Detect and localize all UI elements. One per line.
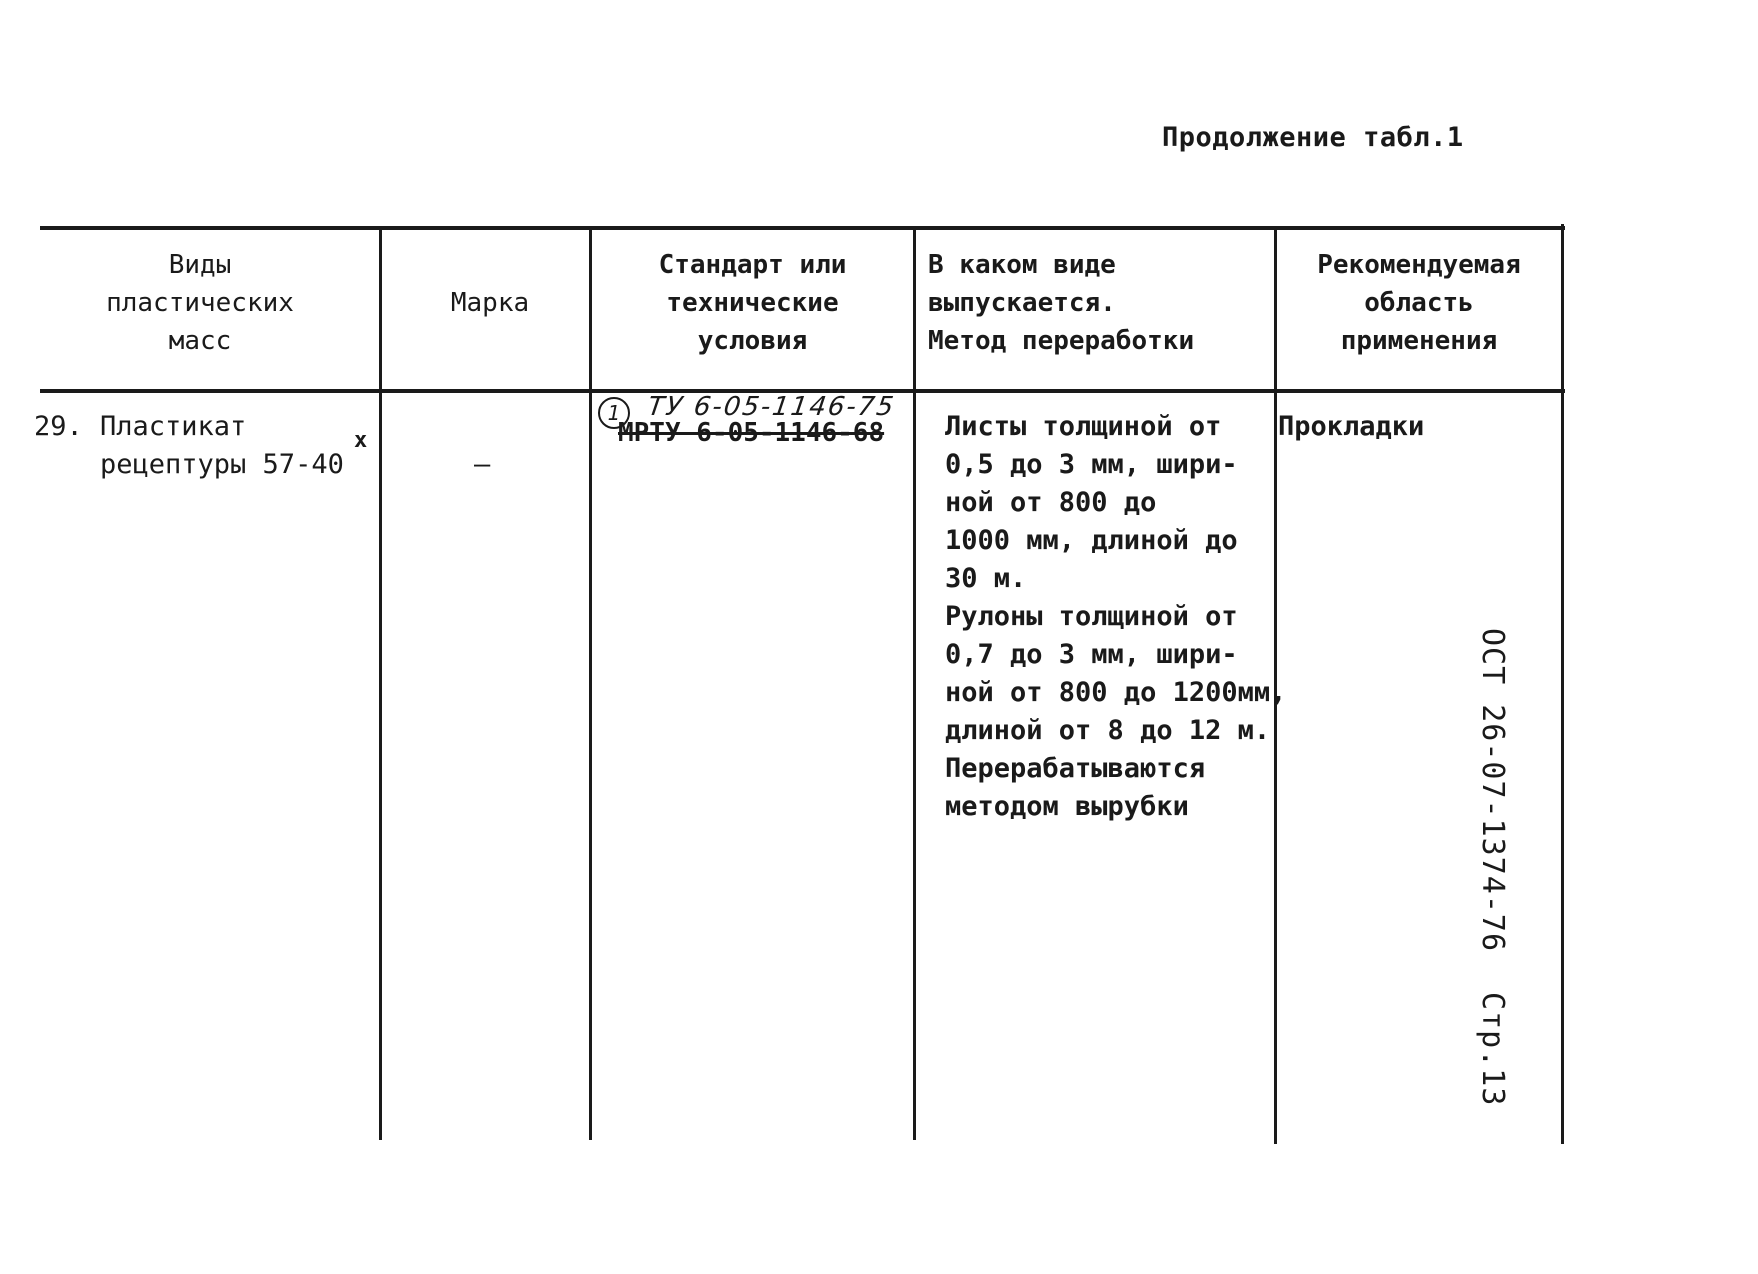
side-doc-code [1475, 628, 1510, 1106]
change-number-circle: 1 [598, 397, 630, 429]
page-number: Стр.13 [1475, 992, 1510, 1107]
doc-code: ОСТ 26-07-1374-76 [1475, 628, 1510, 953]
plastic-name: Пластикат рецептуры 57-40 [100, 411, 344, 480]
form-and-method: Листы толщиной от 0,5 до 3 мм, шири- ной от 800 до 1000 мм, длиной до 30 м. Рулоны толщиной от 0,7 до 3 мм, шири- ной от 800 до 1200мм, длиной от 8 до 12 м. Перерабатываются методом вырубки [945, 411, 1287, 822]
header-form-method: В каком виде выпускается. Метод переработки [928, 250, 1195, 356]
row-number: 29. [34, 411, 83, 442]
header-plastic-types: Виды пластических масс [106, 250, 294, 356]
column-divider-3 [913, 228, 916, 1140]
footnote-mark: x [354, 428, 368, 453]
header-grade: Марка [450, 288, 530, 318]
header-application: Рекомендуемая область применения [1317, 250, 1521, 356]
standard-new: ТУ 6-05-1146-75 [645, 392, 898, 422]
standard-old-struck: МРТУ 6-05-1146-68 [618, 418, 885, 448]
header-standard: Стандарт или технические условия [658, 250, 847, 356]
table-caption: Продолжение табл.1 [1162, 122, 1464, 153]
column-divider-2 [589, 228, 592, 1140]
table-top-border [40, 226, 1565, 230]
column-divider-1 [379, 228, 382, 1140]
application-value: Прокладки [1278, 411, 1425, 442]
table-right-border [1561, 224, 1564, 1144]
grade-value: — [474, 449, 491, 480]
